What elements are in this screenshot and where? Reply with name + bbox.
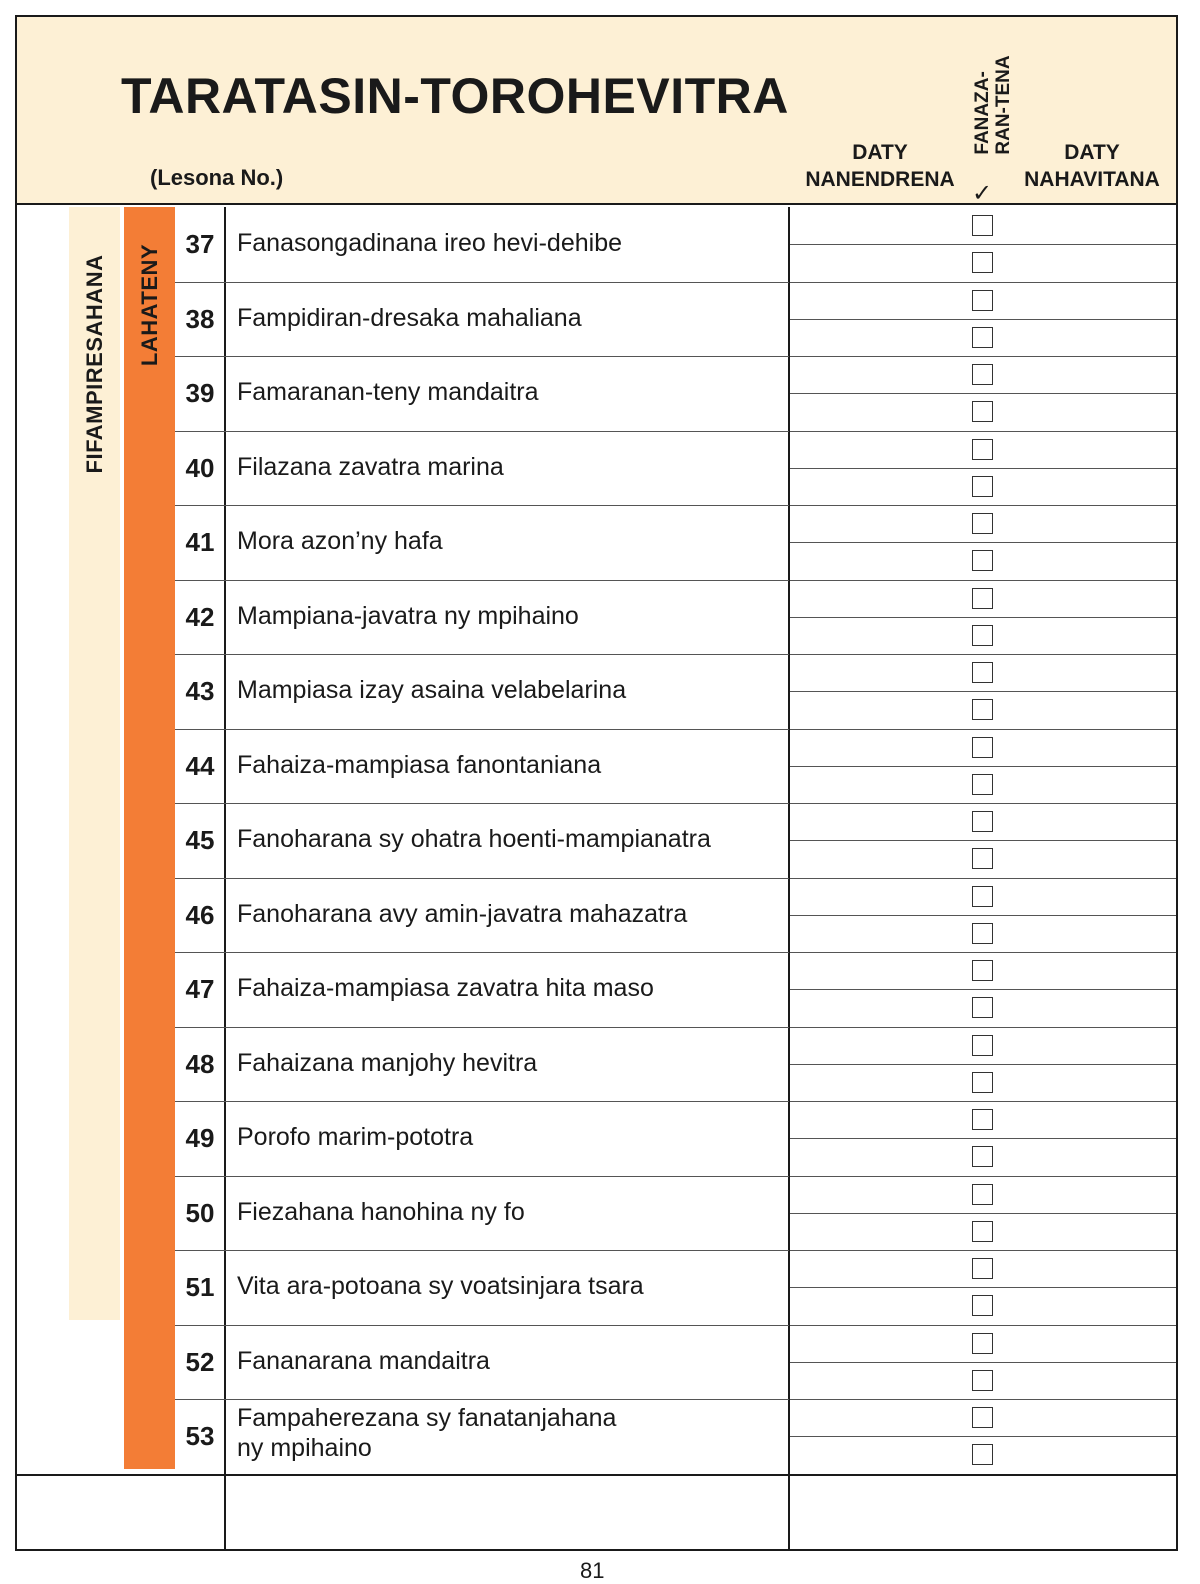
lesson-title-line: Fahaiza-mampiasa fanontaniana: [237, 750, 602, 779]
practice-checkbox[interactable]: [972, 923, 993, 944]
column-practice-line1: FANAZA-: [972, 71, 993, 155]
row-rule: [790, 766, 1176, 767]
row-rule: [790, 989, 1176, 990]
row-rule: [790, 878, 1176, 879]
row-rule: [175, 282, 789, 283]
lesson-number: 46: [185, 899, 215, 930]
lesson-title-line: Vita ara-potoana sy voatsinjara tsara: [237, 1272, 644, 1300]
practice-checkbox[interactable]: [972, 848, 993, 869]
practice-checkbox[interactable]: [972, 811, 993, 832]
practice-checkbox[interactable]: [972, 625, 993, 646]
lesson-title: [237, 675, 785, 705]
practice-checkbox[interactable]: [972, 960, 993, 981]
practice-checkbox[interactable]: [972, 1370, 993, 1391]
lesson-title: [237, 526, 785, 556]
lesson-number: 45: [185, 825, 215, 855]
lesson-title-line: Fiezahana hanohina ny fo: [237, 1197, 525, 1226]
lesson-number: 42: [185, 601, 215, 632]
column-practice-line2: RAN-TENA: [993, 55, 1014, 155]
lesson-number: 43: [185, 676, 215, 706]
row-rule: [175, 1325, 789, 1326]
row-rule: [790, 1250, 1176, 1251]
row-rule: [175, 654, 789, 655]
lesson-title: [237, 228, 785, 258]
row-rule: [175, 1176, 789, 1177]
lesson-title-line: Fahaiza-mampiasa zavatra hita maso: [237, 974, 654, 1002]
lesson-title: [237, 824, 785, 854]
practice-checkbox[interactable]: [972, 290, 993, 311]
lesson-title-line: Fampaherezana sy fanatanjahana: [237, 1404, 617, 1432]
row-rule: [790, 1362, 1176, 1363]
practice-checkbox[interactable]: [972, 997, 993, 1018]
lesson-title-line: Fananarana mandaitra: [237, 1346, 490, 1375]
practice-checkbox[interactable]: [972, 774, 993, 795]
row-rule: [790, 1287, 1176, 1288]
lesson-title: [237, 1197, 785, 1227]
row-rule: [175, 952, 789, 953]
column-rule: [788, 207, 790, 1551]
row-rule: [790, 1176, 1176, 1177]
practice-checkbox[interactable]: [972, 1072, 993, 1093]
row-rule: [175, 1101, 789, 1102]
row-rule: [790, 431, 1176, 432]
lesson-title: [237, 303, 785, 333]
practice-checkbox[interactable]: [972, 1035, 993, 1056]
practice-checkbox[interactable]: [972, 588, 993, 609]
lesson-title-line: Fanoharana avy amin-javatra mahazatra: [237, 899, 688, 928]
practice-checkbox[interactable]: [972, 1407, 993, 1428]
lesson-title-line: Fanoharana sy ohatra hoenti-mampianatra: [237, 825, 711, 853]
practice-checkbox[interactable]: [972, 476, 993, 497]
form-header: [17, 17, 1176, 205]
lesson-number: 53: [185, 1421, 215, 1451]
row-rule: [175, 1399, 789, 1400]
lesson-title: [237, 1122, 785, 1152]
form-title: TARATASIN-TOROHEVITRA: [121, 68, 789, 124]
row-rule: [790, 952, 1176, 953]
lesson-title: [237, 452, 785, 482]
column-date-completed: [1007, 139, 1177, 193]
row-rule: [790, 840, 1176, 841]
practice-checkbox[interactable]: [972, 1444, 993, 1465]
lesson-number: 47: [185, 974, 215, 1004]
practice-checkbox[interactable]: [972, 699, 993, 720]
lesson-number: 41: [185, 527, 215, 557]
lesson-number: 39: [185, 378, 215, 408]
lesson-title: [237, 973, 785, 1003]
practice-checkbox[interactable]: [972, 886, 993, 907]
lesson-title: [237, 1403, 785, 1463]
row-rule: [790, 1213, 1176, 1214]
row-rule: [175, 580, 789, 581]
checkmark-icon: ✓: [972, 180, 993, 207]
lesson-title-line: Porofo marim-pototra: [237, 1123, 474, 1151]
row-rule: [790, 729, 1176, 730]
lesson-title: [237, 601, 785, 631]
row-rule: [790, 1436, 1176, 1437]
row-rule: [790, 1138, 1176, 1139]
practice-checkbox[interactable]: [972, 1333, 993, 1354]
lesson-title: [237, 377, 785, 407]
lesson-title: [237, 750, 785, 780]
column-date-assigned-line1: DATY: [852, 141, 908, 164]
lesson-number: 48: [185, 1048, 215, 1079]
row-rule: [790, 505, 1176, 506]
practice-checkbox[interactable]: [972, 1221, 993, 1242]
row-rule: [790, 468, 1176, 469]
lesson-title-line: Fahaizana manjohy hevitra: [237, 1048, 538, 1077]
row-rule: [790, 803, 1176, 804]
column-date-completed-line1: DATY: [1064, 141, 1120, 164]
row-rule: [790, 356, 1176, 357]
row-rule: [790, 1101, 1176, 1102]
lesson-number: 44: [185, 750, 215, 781]
lesson-number: 49: [185, 1123, 215, 1153]
row-rule: [175, 505, 789, 506]
practice-checkbox[interactable]: [972, 1146, 993, 1167]
lesson-number: 50: [185, 1197, 215, 1228]
page-number: 81: [580, 1558, 605, 1583]
practice-checkbox[interactable]: [972, 364, 993, 385]
practice-checkbox[interactable]: [972, 252, 993, 273]
lesson-number: 38: [185, 303, 215, 334]
row-rule: [790, 1027, 1176, 1028]
practice-checkbox[interactable]: [972, 513, 993, 534]
practice-checkbox[interactable]: [972, 1258, 993, 1279]
practice-checkbox[interactable]: [972, 1295, 993, 1316]
practice-checkbox[interactable]: [972, 215, 993, 236]
practice-checkbox[interactable]: [972, 327, 993, 348]
lesson-title-line: ny mpihaino: [237, 1434, 372, 1462]
row-rule: [175, 729, 789, 730]
practice-checkbox[interactable]: [972, 662, 993, 683]
row-rule: [790, 1064, 1176, 1065]
practice-checkbox[interactable]: [972, 401, 993, 422]
lesson-number-caption: (Lesona No.): [150, 165, 284, 190]
row-rule: [790, 915, 1176, 916]
column-date-assigned-line2: NANENDRENA: [805, 168, 955, 191]
row-rule: [790, 617, 1176, 618]
lesson-title-line: Mora azon’ny hafa: [237, 527, 443, 555]
lesson-title-line: Mampiana-javatra ny mpihaino: [237, 601, 579, 630]
row-rule: [790, 542, 1176, 543]
lesson-title: [237, 899, 785, 929]
row-rule: [175, 803, 789, 804]
practice-checkbox[interactable]: [972, 439, 993, 460]
row-rule: [175, 356, 789, 357]
row-rule: [790, 319, 1176, 320]
row-rule: [790, 393, 1176, 394]
lesson-title-line: Mampiasa izay asaina velabelarina: [237, 676, 627, 704]
lesson-title-line: Fanasongadinana ireo hevi-dehibe: [237, 229, 623, 257]
lesson-title: [237, 1048, 785, 1078]
lesson-title-line: Fampidiran-dresaka mahaliana: [237, 303, 582, 332]
lesson-title: [237, 1346, 785, 1376]
table-bottom-rule: [17, 1474, 1176, 1476]
row-rule: [790, 691, 1176, 692]
practice-checkbox[interactable]: [972, 1184, 993, 1205]
column-date-assigned: [795, 139, 965, 193]
row-rule: [175, 431, 789, 432]
section-band-inner: [124, 207, 175, 1469]
row-rule: [790, 244, 1176, 245]
row-rule: [790, 654, 1176, 655]
practice-checkbox[interactable]: [972, 737, 993, 758]
row-rule: [790, 1325, 1176, 1326]
practice-checkbox[interactable]: [972, 550, 993, 571]
lesson-number: 37: [185, 229, 215, 259]
practice-checkbox[interactable]: [972, 1109, 993, 1130]
row-rule: [790, 282, 1176, 283]
lesson-number: 40: [185, 452, 215, 483]
lesson-title-line: Filazana zavatra marina: [237, 452, 504, 481]
row-rule: [175, 878, 789, 879]
row-rule: [790, 580, 1176, 581]
row-rule: [790, 1399, 1176, 1400]
row-rule: [175, 1250, 789, 1251]
lesson-title-line: Famaranan-teny mandaitra: [237, 378, 539, 406]
lesson-number: 51: [185, 1272, 215, 1302]
lesson-title: [237, 1271, 785, 1301]
section-label-inner: LAHATENY: [137, 243, 162, 367]
lesson-number: 52: [185, 1346, 215, 1377]
section-label-outer: FIFAMPIRESAHANA: [82, 254, 107, 474]
column-rule: [224, 207, 226, 1551]
column-date-completed-line2: NAHAVITANA: [1024, 168, 1160, 191]
row-rule: [175, 1027, 789, 1028]
